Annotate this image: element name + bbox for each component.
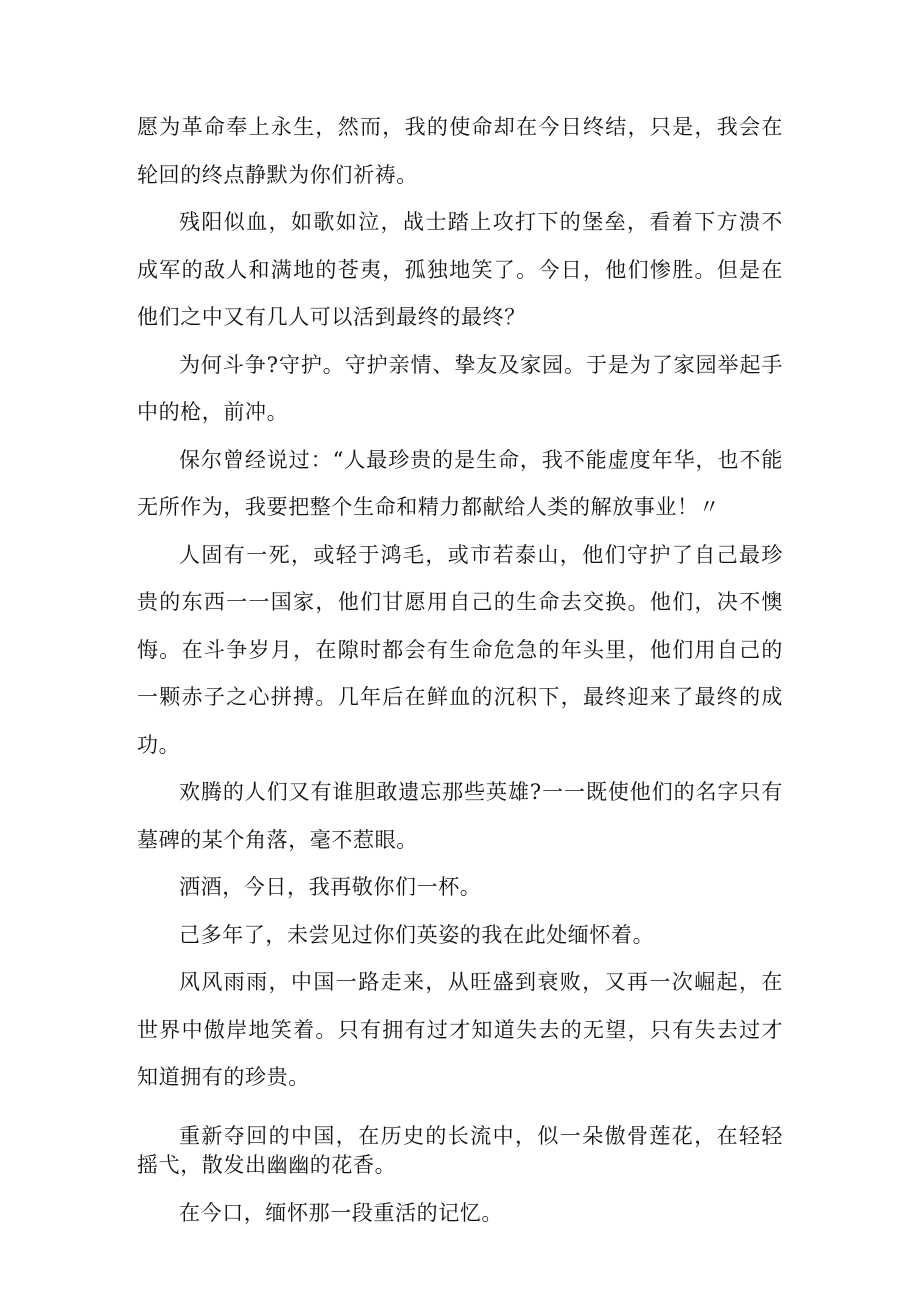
paragraph-1: 愿为革命奉上永生，然而，我的使命却在今日终结，只是，我会在轮回的终点静默为你们祈祷。 (137, 115, 783, 187)
paragraph-8: 己多年了，未尝见过你们英姿的我在此处缅怀着。 (179, 922, 655, 947)
paragraph-4: 保尔曾经说过：“人最珍贵的是生命，我不能虚度年华，也不能无所作为，我要把整个生命和精力都献给人类的解放事业！〃 (137, 447, 783, 519)
paragraph-7: 洒酒，今日，我再敬你们一杯。 (179, 875, 482, 899)
paragraph-3: 为何斗争?守护。守护亲情、挚友及家园。于是为了家园举起手中的枪，前冲。 (137, 352, 783, 424)
paragraph-6: 欢腾的人们又有谁胆敢遗忘那些英雄?一一既使他们的名字只有墓碑的某个角落，毫不惹眼。 (137, 780, 783, 852)
paragraph-10: 重新夺回的中国，在历史的长流中，似一朵傲骨莲花，在轻轻摇弋，散发出幽幽的花香。 (137, 1123, 783, 1177)
paragraph-11: 在今口，缅怀那一段重活的记忆。 (179, 1200, 503, 1225)
paragraph-5: 人固有一死，或轻于鸿毛，或市若泰山，他们守护了自己最珍贵的东西一一国家，他们甘愿用自己的生命去交换。他们，决不懊悔。在斗争岁月，在隙时都会有生命危急的年头里，他们用自己的一颗赤子之心拼搏。几年后在鲜血的沉积下，最终迎来了最终的成功。 (137, 542, 783, 757)
document-page (137, 104, 783, 1237)
paragraph-2: 残阳似血，如歌如泣，战士踏上攻打下的堡垒，看着下方溃不成军的敌人和满地的苍夷，孤独地笑了。今日，他们惨胜。但是在他们之中又有几人可以活到最终的最终？ (137, 210, 783, 329)
paragraph-9: 风风雨雨，中国一路走来，从旺盛到衰败，又再一次崛起，在世界中傲岸地笑着。只有拥有过才知道失去的无望，只有失去过才知道拥有的珍贵。 (137, 970, 783, 1089)
